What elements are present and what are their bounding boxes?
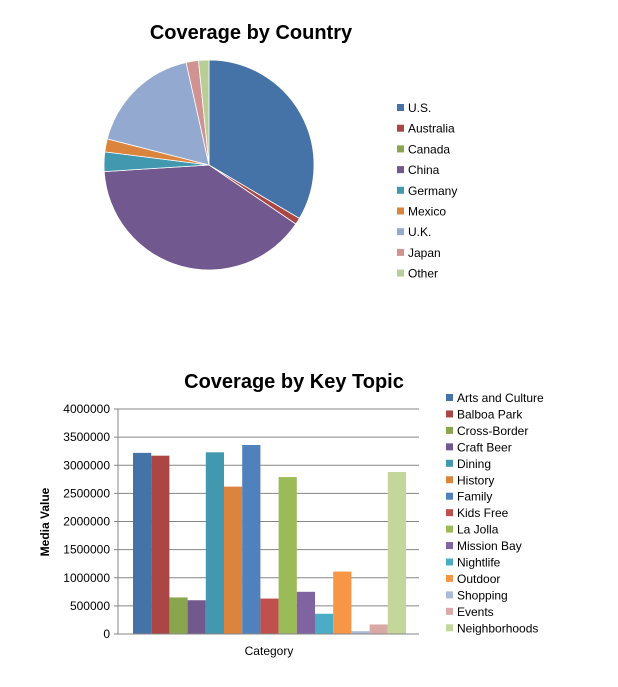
bar-legend-swatch-neighborhoods (446, 624, 453, 631)
bar-legend-label-la-jolla: La Jolla (457, 522, 499, 537)
bar-y-tick-label: 1000000 (63, 570, 110, 585)
bar-legend-label-cross-border: Cross-Border (457, 423, 529, 438)
pie-chart (104, 22, 457, 281)
pie-legend-swatch-other (397, 270, 404, 277)
pie-legend-swatch-germany (397, 187, 404, 194)
bar-legend-label-arts-and-culture: Arts and Culture (457, 391, 544, 405)
pie-legend-label-australia: Australia (408, 121, 455, 136)
bar-craft-beer (188, 600, 206, 634)
bar-legend-label-neighborhoods: Neighborhoods (457, 621, 539, 636)
pie-legend-label-other: Other (408, 266, 439, 281)
bar-legend-swatch-events (446, 608, 453, 615)
bar-legend-label-events: Events (457, 604, 494, 619)
bar-legend-swatch-arts-and-culture (446, 394, 453, 401)
bar-legend-label-balboa-park: Balboa Park (457, 407, 523, 422)
pie-legend-label-u-k: U.K. (408, 225, 432, 240)
bar-y-tick-label: 1500000 (63, 542, 110, 557)
bar-chart-title: Coverage by Key Topic (184, 371, 404, 393)
bar-y-tick-label: 0 (103, 627, 110, 641)
bar-chart (38, 371, 544, 658)
pie-legend-label-canada: Canada (408, 142, 451, 157)
bar-legend-label-shopping: Shopping (457, 588, 508, 603)
bar-y-tick-label: 2000000 (63, 514, 110, 529)
bar-neighborhoods (388, 472, 406, 634)
bar-legend-swatch-kids-free (446, 509, 453, 516)
bar-legend-swatch-outdoor (446, 575, 453, 582)
bar-legend-swatch-history (446, 476, 453, 483)
bar-legend-swatch-la-jolla (446, 526, 453, 533)
bar-y-tick-label: 3500000 (63, 430, 110, 445)
bar-history (224, 487, 242, 634)
bar-x-axis-label: Category (244, 644, 294, 658)
bar-legend-swatch-dining (446, 460, 453, 467)
bar-y-tick-labels (63, 402, 110, 641)
pie-legend-swatch-canada (397, 145, 404, 152)
bar-balboa-park (151, 456, 169, 634)
bar-legend-label-family: Family (457, 489, 493, 504)
bar-nightlife (315, 614, 333, 634)
bar-y-axis-label: Media Value (38, 487, 52, 557)
pie-legend-label-china: China (408, 163, 440, 178)
pie-legend-swatch-china (397, 166, 404, 173)
bar-legend-label-mission-bay: Mission Bay (457, 539, 522, 554)
bar-family (242, 445, 260, 634)
pie-legend-label-germany: Germany (408, 183, 458, 198)
bar-arts-and-culture (133, 453, 151, 634)
bar-legend-label-craft-beer: Craft Beer (457, 440, 512, 455)
bar-legend-swatch-craft-beer (446, 443, 453, 450)
bar-outdoor (333, 572, 351, 634)
pie-legend-swatch-japan (397, 249, 404, 256)
pie-legend-swatch-mexico (397, 208, 404, 215)
pie-legend-label-mexico: Mexico (408, 204, 447, 219)
pie-legend-swatch-australia (397, 125, 404, 132)
bar-la-jolla (279, 477, 297, 634)
pie-legend-swatch-u-s (397, 104, 404, 111)
bar-y-tick-label: 2500000 (63, 486, 110, 501)
bar-legend-swatch-cross-border (446, 427, 453, 434)
bar-cross-border (169, 597, 187, 634)
pie-legend-swatch-u-k (397, 228, 404, 235)
bar-dining (206, 452, 224, 634)
bar-legend (446, 391, 544, 635)
bar-legend-swatch-nightlife (446, 559, 453, 566)
bar-y-tick-label: 3000000 (63, 458, 110, 473)
bar-y-tick-label: 500000 (69, 598, 110, 613)
bar-legend-label-history: History (457, 473, 495, 488)
bar-legend-swatch-mission-bay (446, 542, 453, 549)
bar-legend-swatch-family (446, 493, 453, 500)
bar-legend-label-nightlife: Nightlife (457, 555, 501, 570)
bar-y-tick-label: 4000000 (63, 402, 110, 416)
bar-legend-swatch-shopping (446, 591, 453, 598)
pie-legend-label-japan: Japan (408, 245, 441, 260)
bar-kids-free (260, 599, 278, 634)
pie-slices (104, 60, 314, 270)
bar-legend-swatch-balboa-park (446, 410, 453, 417)
pie-chart-title: Coverage by Country (149, 22, 353, 44)
pie-legend-label-u-s: U.S. (408, 101, 432, 115)
bar-mission-bay (297, 592, 315, 634)
bar-legend-label-kids-free: Kids Free (457, 506, 509, 521)
bar-legend-label-outdoor: Outdoor (457, 571, 501, 586)
bar-events (370, 624, 388, 634)
pie-legend (397, 101, 457, 281)
bar-legend-label-dining: Dining (457, 456, 492, 471)
